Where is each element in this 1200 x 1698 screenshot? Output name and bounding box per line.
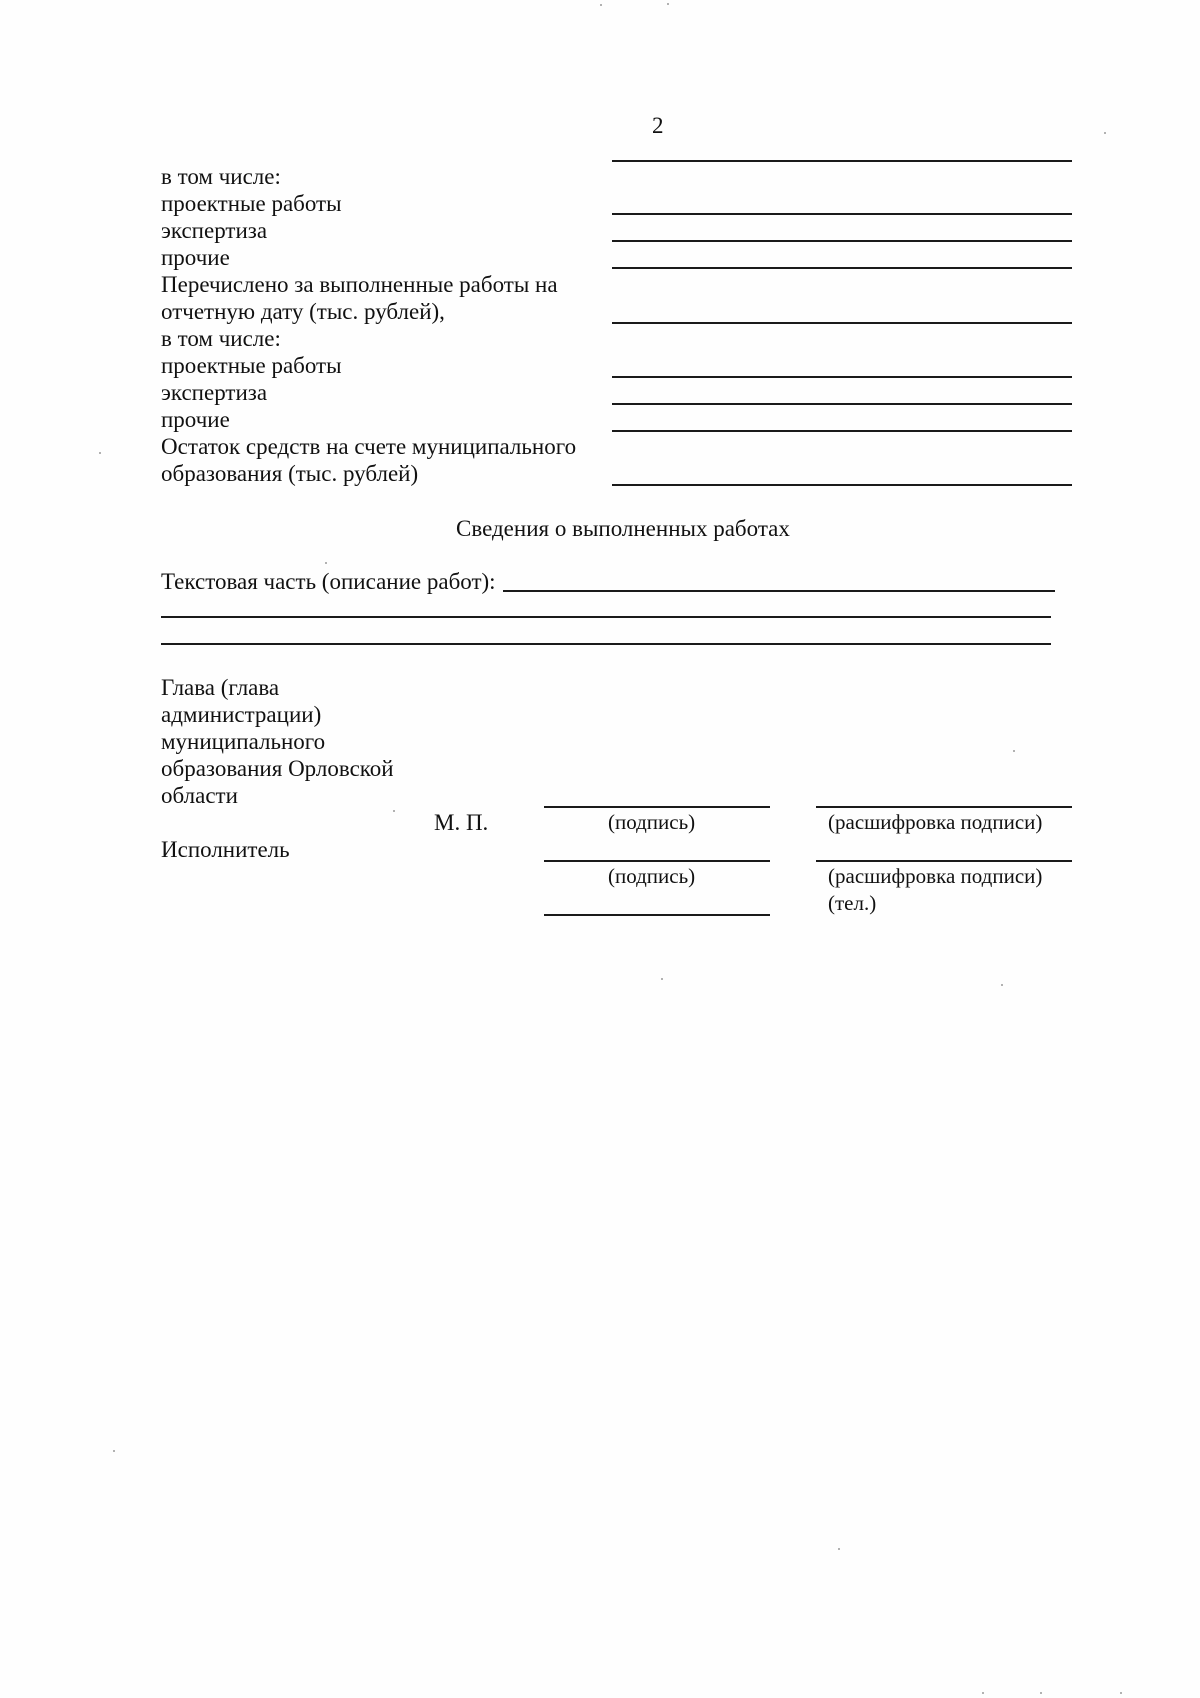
text-part-line-1[interactable] <box>503 590 1055 592</box>
value-line-expertise[interactable] <box>612 240 1072 242</box>
scan-speck <box>1120 1692 1122 1694</box>
scan-speck <box>325 562 327 564</box>
financial-line: проектные работы <box>161 191 342 216</box>
section-title: Сведения о выполненных работах <box>456 516 790 541</box>
scan-speck <box>600 4 602 6</box>
head-decipher-caption: (расшифровка подписи) <box>828 810 1043 834</box>
scan-speck <box>113 1450 115 1452</box>
value-line-transferred[interactable] <box>612 322 1072 324</box>
page-number: 2 <box>652 113 664 138</box>
scan-speck <box>661 978 663 980</box>
head-line: образования Орловской <box>161 756 394 781</box>
scan-speck <box>99 452 101 454</box>
head-line: Глава (глава <box>161 675 280 700</box>
text-part-label: Текстовая часть (описание работ): <box>161 569 496 594</box>
financial-line: в том числе: <box>161 326 281 351</box>
scan-speck <box>1001 984 1003 986</box>
head-signature-line[interactable] <box>544 806 770 808</box>
scan-speck <box>393 810 395 812</box>
financial-line: экспертиза <box>161 380 268 405</box>
financial-line: отчетную дату (тыс. рублей), <box>161 299 445 324</box>
value-line-top[interactable] <box>612 160 1072 162</box>
financial-line: в том числе: <box>161 164 281 189</box>
executor-label: Исполнитель <box>161 837 290 862</box>
executor-decipher-line[interactable] <box>816 860 1072 862</box>
stamp-label: М. П. <box>434 810 489 835</box>
text-part-line-2[interactable] <box>161 616 1051 618</box>
scan-speck <box>667 3 669 5</box>
financial-line: прочие <box>161 245 230 270</box>
scan-speck <box>1040 1692 1042 1694</box>
financial-line: прочие <box>161 407 230 432</box>
head-line: муниципального <box>161 729 326 754</box>
phone-caption: (тел.) <box>828 891 877 915</box>
financial-line: Остаток средств на счете муниципального <box>161 434 577 459</box>
executor-signature-line[interactable] <box>544 860 770 862</box>
financial-line: проектные работы <box>161 353 342 378</box>
executor-signature-caption: (подпись) <box>608 864 696 888</box>
value-line-design-works[interactable] <box>612 213 1072 215</box>
head-line: области <box>161 783 238 808</box>
value-line-transferred-design[interactable] <box>612 376 1072 378</box>
scan-speck <box>1104 132 1106 134</box>
head-decipher-line[interactable] <box>816 806 1072 808</box>
value-line-transferred-other[interactable] <box>612 430 1072 432</box>
head-signature-caption: (подпись) <box>608 810 696 834</box>
financial-line: Перечислено за выполненные работы на <box>161 272 558 297</box>
scan-speck <box>982 1692 984 1694</box>
value-line-other[interactable] <box>612 267 1072 269</box>
executor-phone-line[interactable] <box>544 914 770 916</box>
value-line-transferred-expertise[interactable] <box>612 403 1072 405</box>
financial-line: экспертиза <box>161 218 268 243</box>
scan-speck <box>838 1548 840 1550</box>
executor-decipher-caption: (расшифровка подписи) <box>828 864 1043 888</box>
financial-line: образования (тыс. рублей) <box>161 461 419 486</box>
head-line: администрации) <box>161 702 322 727</box>
value-line-balance[interactable] <box>612 484 1072 486</box>
text-part-line-3[interactable] <box>161 643 1051 645</box>
scan-speck <box>1013 750 1015 752</box>
